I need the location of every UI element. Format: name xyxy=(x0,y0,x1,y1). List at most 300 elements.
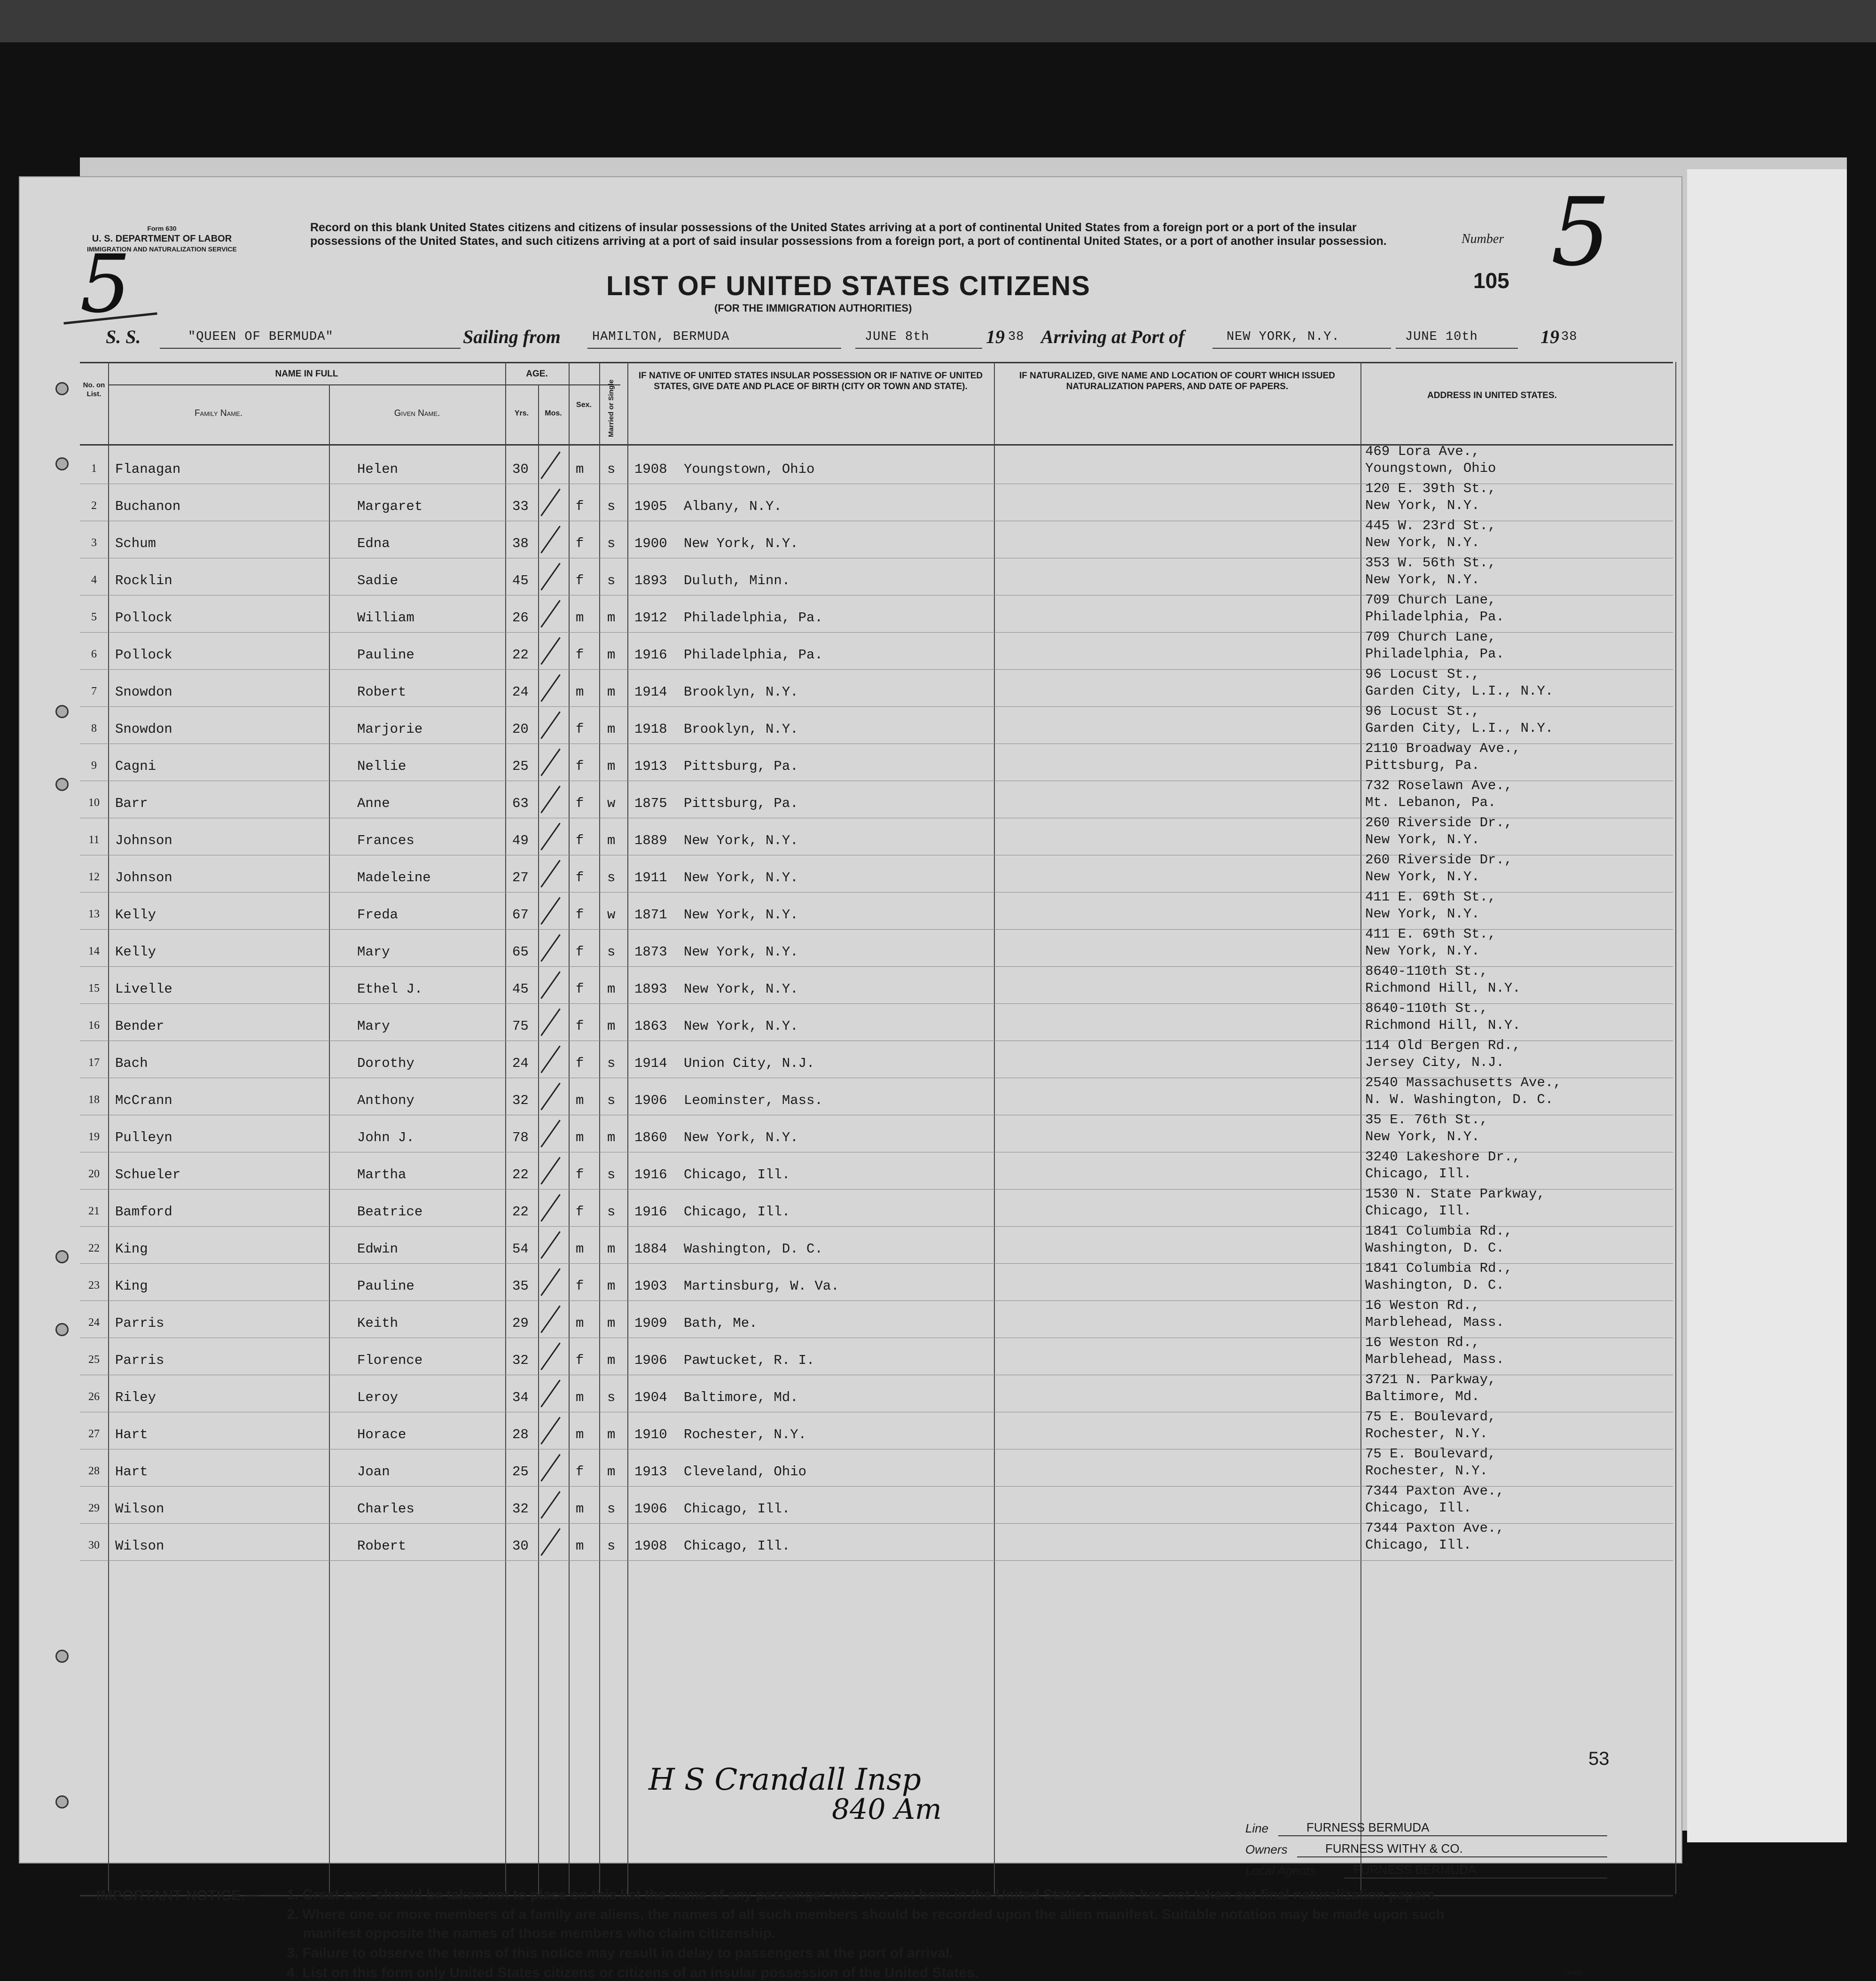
birth-year: 1906 xyxy=(634,1093,667,1108)
time-note: 840 Am xyxy=(832,1793,942,1826)
marital-status: m xyxy=(607,1353,616,1368)
family-name: Schum xyxy=(115,536,156,551)
age-years: 67 xyxy=(512,907,529,923)
sex: f xyxy=(576,1018,584,1034)
given-name: Robert xyxy=(357,1538,406,1554)
birth-place: Baltimore, Md. xyxy=(684,1390,798,1405)
birth-year: 1909 xyxy=(634,1315,667,1331)
sailing-from: HAMILTON, BERMUDA xyxy=(592,330,730,344)
form-number: Form 630 xyxy=(147,225,177,232)
age-years: 29 xyxy=(512,1315,529,1331)
sex: f xyxy=(576,907,584,923)
age-years: 54 xyxy=(512,1241,529,1257)
check-mark xyxy=(540,563,561,590)
marital-status: m xyxy=(607,981,616,997)
table-row xyxy=(80,629,1673,670)
age-years: 33 xyxy=(512,499,529,514)
age-years: 65 xyxy=(512,944,529,960)
table-row xyxy=(80,555,1673,595)
header-given: Given Name. xyxy=(394,408,440,418)
given-name: Horace xyxy=(357,1427,406,1442)
address-line-1: 732 Roselawn Ave., xyxy=(1365,778,1513,793)
family-name: Kelly xyxy=(115,944,156,960)
birth-year: 1913 xyxy=(634,759,667,774)
age-years: 25 xyxy=(512,1464,529,1480)
birth-place: Philadelphia, Pa. xyxy=(684,610,823,626)
passenger-number: 26 xyxy=(88,1391,100,1403)
address-line-2: New York, N.Y. xyxy=(1365,572,1480,587)
passenger-number: 22 xyxy=(88,1242,100,1254)
print-code: 14-606 xyxy=(1565,1969,1583,1976)
agents-underline xyxy=(1344,1878,1607,1879)
check-mark xyxy=(540,1045,561,1073)
birth-place: New York, N.Y. xyxy=(684,944,798,960)
marital-status: s xyxy=(607,1093,616,1108)
age-years: 78 xyxy=(512,1130,529,1145)
inspector-signature: H S Crandall Insp xyxy=(649,1762,921,1797)
sex: f xyxy=(576,981,584,997)
address-line-2: New York, N.Y. xyxy=(1365,535,1480,550)
passenger-number: 14 xyxy=(88,945,100,957)
header-name: NAME IN FULL xyxy=(275,369,338,379)
table-row xyxy=(80,1300,1673,1338)
passenger-number: 11 xyxy=(88,834,100,846)
passenger-number: 16 xyxy=(88,1019,100,1032)
given-name: Robert xyxy=(357,684,406,700)
check-mark xyxy=(540,674,561,702)
age-years: 24 xyxy=(512,1056,529,1071)
page-title: LIST OF UNITED STATES CITIZENS xyxy=(606,271,1091,301)
given-name: Pauline xyxy=(357,647,414,663)
address-line-2: New York, N.Y. xyxy=(1365,1129,1480,1144)
birth-place: Bath, Me. xyxy=(684,1315,758,1331)
address-line-2: New York, N.Y. xyxy=(1365,498,1480,513)
sex: m xyxy=(576,1241,584,1257)
from-underline xyxy=(587,348,841,349)
arriving-label: Arriving at Port of xyxy=(1041,326,1185,347)
birth-place: Brooklyn, N.Y. xyxy=(684,721,798,737)
sex: f xyxy=(576,944,584,960)
address-line-1: 75 E. Boulevard, xyxy=(1365,1446,1496,1462)
age-years: 45 xyxy=(512,981,529,997)
address-line-2: Richmond Hill, N.Y. xyxy=(1365,1018,1521,1033)
birth-place: New York, N.Y. xyxy=(684,870,798,885)
address-line-2: Jersey City, N.J. xyxy=(1365,1055,1504,1070)
arrival-port: NEW YORK, N.Y. xyxy=(1227,330,1340,344)
passenger-number: 1 xyxy=(91,462,97,475)
list-number: 105 xyxy=(1473,268,1509,293)
birth-place: New York, N.Y. xyxy=(684,833,798,848)
address-line-1: 709 Church Lane, xyxy=(1365,629,1496,645)
given-name: Margaret xyxy=(357,499,423,514)
check-mark xyxy=(540,711,561,739)
binder-hole xyxy=(55,1323,69,1336)
passenger-number: 8 xyxy=(91,722,97,735)
check-mark xyxy=(540,1342,561,1370)
age-years: 32 xyxy=(512,1501,529,1517)
check-mark xyxy=(540,934,561,962)
address-line-1: 1530 N. State Parkway, xyxy=(1365,1186,1545,1202)
table-row xyxy=(80,1112,1673,1152)
age-years: 30 xyxy=(512,462,529,477)
table-row xyxy=(80,852,1673,893)
given-name: Mary xyxy=(357,944,390,960)
family-name: Bach xyxy=(115,1056,148,1071)
given-name: Helen xyxy=(357,462,399,477)
marital-status: m xyxy=(607,1315,616,1331)
passenger-number: 21 xyxy=(88,1205,100,1217)
sex: m xyxy=(576,462,584,477)
depart-date: JUNE 8th xyxy=(865,330,930,344)
birth-year: 1913 xyxy=(634,1464,667,1480)
marital-status: s xyxy=(607,1167,616,1182)
family-name: Snowdon xyxy=(115,684,172,700)
marital-status: m xyxy=(607,1130,616,1145)
table-row xyxy=(80,446,1673,484)
table-row xyxy=(80,815,1673,855)
marital-status: s xyxy=(607,1056,616,1071)
birth-year: 1914 xyxy=(634,1056,667,1071)
birth-year: 1893 xyxy=(634,573,667,588)
birth-place: Martinsburg, W. Va. xyxy=(684,1278,839,1294)
sex: f xyxy=(576,1204,584,1220)
passenger-number: 2 xyxy=(91,500,97,512)
passenger-number: 23 xyxy=(88,1279,100,1292)
check-mark xyxy=(540,1082,561,1110)
marital-status: m xyxy=(607,1018,616,1034)
birth-year: 1912 xyxy=(634,610,667,626)
sex: f xyxy=(576,721,584,737)
sex: m xyxy=(576,1093,584,1108)
check-mark xyxy=(540,451,561,479)
given-name: Mary xyxy=(357,1018,390,1034)
check-mark xyxy=(540,1231,561,1259)
birth-place: Brooklyn, N.Y. xyxy=(684,684,798,700)
family-name: Bamford xyxy=(115,1204,172,1220)
paper-edge-right xyxy=(1687,169,1847,1842)
sex: f xyxy=(576,1464,584,1480)
birth-year: 1893 xyxy=(634,981,667,997)
given-name: Beatrice xyxy=(357,1204,423,1220)
birth-year: 1911 xyxy=(634,870,667,885)
sex: m xyxy=(576,1130,584,1145)
header-address: ADDRESS IN UNITED STATES. xyxy=(1427,391,1557,400)
age-years: 27 xyxy=(512,870,529,885)
marital-status: m xyxy=(607,610,616,626)
address-line-2: Chicago, Ill. xyxy=(1365,1500,1472,1516)
marital-status: m xyxy=(607,1241,616,1257)
table-row xyxy=(80,1409,1673,1449)
address-line-2: Richmond Hill, N.Y. xyxy=(1365,980,1521,996)
check-mark xyxy=(540,600,561,627)
sex: f xyxy=(576,573,584,588)
table-row xyxy=(80,1483,1673,1524)
age-years: 35 xyxy=(512,1278,529,1294)
address-line-2: New York, N.Y. xyxy=(1365,832,1480,847)
age-years: 32 xyxy=(512,1093,529,1108)
notice-3: 3. Failure to observe the terms of this notice may result in delay to passengers at the port of arrival. xyxy=(287,1945,954,1961)
address-line-2: Pittsburg, Pa. xyxy=(1365,758,1480,773)
address-line-1: 7344 Paxton Ave., xyxy=(1365,1520,1504,1536)
address-line-1: 411 E. 69th St., xyxy=(1365,889,1496,905)
binder-hole xyxy=(55,382,69,395)
address-line-1: 411 E. 69th St., xyxy=(1365,926,1496,942)
binder-hole xyxy=(55,705,69,718)
sex: f xyxy=(576,759,584,774)
sex: f xyxy=(576,833,584,848)
header-sex: Sex. xyxy=(576,401,592,409)
marital-status: s xyxy=(607,1501,616,1517)
address-line-2: Chicago, Ill. xyxy=(1365,1203,1472,1219)
address-line-2: Garden City, L.I., N.Y. xyxy=(1365,683,1554,699)
binder-hole xyxy=(55,778,69,791)
given-name: Frances xyxy=(357,833,414,848)
birth-year: 1875 xyxy=(634,796,667,811)
birth-place: Union City, N.J. xyxy=(684,1056,815,1071)
passenger-number: 10 xyxy=(88,797,100,809)
ship-underline xyxy=(160,348,461,349)
age-years: 49 xyxy=(512,833,529,848)
family-name: Hart xyxy=(115,1464,148,1480)
given-name: Anne xyxy=(357,796,390,811)
table-row xyxy=(80,778,1673,818)
family-name: Johnson xyxy=(115,870,172,885)
birth-year: 1906 xyxy=(634,1501,667,1517)
address-line-2: Chicago, Ill. xyxy=(1365,1537,1472,1553)
table-row xyxy=(80,1075,1673,1115)
given-name: Sadie xyxy=(357,573,399,588)
owners-underline xyxy=(1297,1856,1607,1857)
check-mark xyxy=(540,971,561,999)
birth-place: New York, N.Y. xyxy=(684,1130,798,1145)
address-line-1: 445 W. 23rd St., xyxy=(1365,518,1496,533)
age-years: 45 xyxy=(512,573,529,588)
passenger-number: 6 xyxy=(91,648,97,660)
given-name: Florence xyxy=(357,1353,423,1368)
binder-hole xyxy=(55,1795,69,1809)
age-years: 25 xyxy=(512,759,529,774)
sex: f xyxy=(576,1353,584,1368)
address-line-1: 75 E. Boulevard, xyxy=(1365,1409,1496,1425)
birth-year: 1910 xyxy=(634,1427,667,1442)
address-line-2: N. W. Washington, D. C. xyxy=(1365,1092,1554,1107)
family-name: Buchanon xyxy=(115,499,181,514)
ss-label: S. S. xyxy=(106,326,141,347)
passenger-number: 28 xyxy=(88,1465,100,1477)
birth-year: 1900 xyxy=(634,536,667,551)
birth-place: Duluth, Minn. xyxy=(684,573,790,588)
passenger-number: 29 xyxy=(88,1502,100,1514)
check-mark xyxy=(540,1194,561,1221)
sex: m xyxy=(576,684,584,700)
sex: m xyxy=(576,610,584,626)
birth-place: Cleveland, Ohio xyxy=(684,1464,807,1480)
address-line-1: 3240 Lakeshore Dr., xyxy=(1365,1149,1521,1165)
table-row xyxy=(80,481,1673,521)
passenger-number: 27 xyxy=(88,1428,100,1440)
birth-place: Philadelphia, Pa. xyxy=(684,647,823,663)
family-name: Pollock xyxy=(115,610,172,626)
birth-place: Rochester, N.Y. xyxy=(684,1427,807,1442)
marital-status: m xyxy=(607,647,616,663)
birth-place: Washington, D. C. xyxy=(684,1241,823,1257)
given-name: Freda xyxy=(357,907,399,923)
birth-year: 1903 xyxy=(634,1278,667,1294)
marital-status: m xyxy=(607,721,616,737)
passenger-number: 3 xyxy=(91,537,97,549)
table-row xyxy=(80,741,1673,781)
family-name: Johnson xyxy=(115,833,172,848)
family-name: King xyxy=(115,1241,148,1257)
passenger-number: 17 xyxy=(88,1057,100,1069)
birth-year: 1914 xyxy=(634,684,667,700)
age-years: 20 xyxy=(512,721,529,737)
passenger-number: 7 xyxy=(91,685,97,697)
age-rule xyxy=(505,384,599,385)
birth-place: Leominster, Mass. xyxy=(684,1093,823,1108)
marital-status: s xyxy=(607,573,616,588)
age-years: 32 xyxy=(512,1353,529,1368)
family-name: Rocklin xyxy=(115,573,172,588)
age-years: 22 xyxy=(512,1167,529,1182)
check-mark xyxy=(540,1120,561,1147)
family-name: Snowdon xyxy=(115,721,172,737)
address-line-1: 96 Locust St., xyxy=(1365,666,1480,682)
owners-label: Owners xyxy=(1245,1842,1288,1856)
table-row xyxy=(80,518,1673,558)
address-line-1: 120 E. 39th St., xyxy=(1365,481,1496,496)
address-line-2: New York, N.Y. xyxy=(1365,869,1480,885)
passenger-number: 15 xyxy=(88,982,100,994)
sailing-from-label: Sailing from xyxy=(463,326,561,347)
binder-hole xyxy=(55,1250,69,1263)
table-row xyxy=(80,1003,1673,1041)
family-name: McCrann xyxy=(115,1093,172,1108)
page-number: 53 xyxy=(1588,1748,1610,1769)
agents-value: FURNESS BERMUDA xyxy=(1353,1863,1477,1877)
passenger-number: 5 xyxy=(91,611,97,623)
address-line-1: 1841 Columbia Rd., xyxy=(1365,1261,1513,1276)
marital-status: w xyxy=(607,796,616,811)
col-rule xyxy=(1675,362,1676,1894)
family-name: Pollock xyxy=(115,647,172,663)
agents-label: Local Agents xyxy=(1245,1864,1316,1878)
arrive-year-prefix: 19 xyxy=(1540,326,1559,347)
year-prefix: 19 xyxy=(986,326,1005,347)
birth-year: 1873 xyxy=(634,944,667,960)
birth-place: Chicago, Ill. xyxy=(684,1538,790,1554)
table-row xyxy=(80,1223,1673,1264)
check-mark xyxy=(540,1491,561,1519)
birth-year: 1908 xyxy=(634,462,667,477)
birth-year: 1863 xyxy=(634,1018,667,1034)
birth-place: Albany, N.Y. xyxy=(684,499,782,514)
given-name: William xyxy=(357,610,414,626)
birth-place: New York, N.Y. xyxy=(684,1018,798,1034)
birth-place: New York, N.Y. xyxy=(684,907,798,923)
table-row xyxy=(80,926,1673,967)
address-line-1: 2110 Broadway Ave., xyxy=(1365,741,1521,756)
family-name: Hart xyxy=(115,1427,148,1442)
family-name: King xyxy=(115,1278,148,1294)
header-no: No. on List. xyxy=(83,381,105,398)
family-name: Livelle xyxy=(115,981,172,997)
birth-year: 1904 xyxy=(634,1390,667,1405)
address-line-1: 114 Old Bergen Rd., xyxy=(1365,1038,1521,1053)
table-row xyxy=(80,1038,1673,1078)
address-line-1: 35 E. 76th St., xyxy=(1365,1112,1488,1128)
address-line-1: 469 Lora Ave., xyxy=(1365,444,1480,459)
table-row xyxy=(80,706,1673,744)
given-name: Marjorie xyxy=(357,721,423,737)
depart-year: 38 xyxy=(1008,330,1024,344)
table-row xyxy=(80,1149,1673,1190)
family-name: Parris xyxy=(115,1353,164,1368)
arrive-underline xyxy=(1396,348,1518,349)
header-birth: IF NATIVE OF UNITED STATES INSULAR POSSESSION OR IF NATIVE OF UNITED STATES, GIVE DATE AND PLACE OF BIRTH (CITY OR TOWN AND STATE). xyxy=(638,371,983,392)
birth-year: 1905 xyxy=(634,499,667,514)
marital-status: m xyxy=(607,759,616,774)
birth-place: Chicago, Ill. xyxy=(684,1501,790,1517)
marital-status: m xyxy=(607,684,616,700)
birth-place: New York, N.Y. xyxy=(684,981,798,997)
check-mark xyxy=(540,488,561,516)
department: U. S. DEPARTMENT OF LABOR xyxy=(92,234,232,244)
given-name: Pauline xyxy=(357,1278,414,1294)
given-name: Keith xyxy=(357,1315,399,1331)
birth-year: 1916 xyxy=(634,1204,667,1220)
table-row xyxy=(80,1335,1673,1375)
passenger-number: 25 xyxy=(88,1354,100,1366)
address-line-1: 3721 N. Parkway, xyxy=(1365,1372,1496,1387)
marital-status: s xyxy=(607,462,616,477)
given-name: Edwin xyxy=(357,1241,399,1257)
marital-status: s xyxy=(607,870,616,885)
marital-status: s xyxy=(607,1538,616,1554)
table-top-rule xyxy=(80,362,1673,363)
table-row xyxy=(80,1372,1673,1412)
notice-2: 2. Where one or more members of a family are aliens, the names of all such members should be recorded upon the alien manifest. Suitable notation may be made upon such xyxy=(287,1907,1445,1922)
table-row xyxy=(80,666,1673,707)
address-line-2: Baltimore, Md. xyxy=(1365,1389,1480,1404)
birth-place: Chicago, Ill. xyxy=(684,1167,790,1182)
address-line-2: Mt. Lebanon, Pa. xyxy=(1365,795,1496,810)
address-line-1: 8640-110th St., xyxy=(1365,963,1488,979)
given-name: Edna xyxy=(357,536,390,551)
handwritten-number: 5 xyxy=(1551,178,1611,287)
address-line-2: Washington, D. C. xyxy=(1365,1277,1504,1293)
arrive-year: 38 xyxy=(1561,330,1578,344)
sex: f xyxy=(576,1056,584,1071)
passenger-number: 24 xyxy=(88,1316,100,1329)
age-years: 75 xyxy=(512,1018,529,1034)
address-line-2: Philadelphia, Pa. xyxy=(1365,646,1504,662)
check-mark xyxy=(540,785,561,813)
handwritten-five-left: 5 xyxy=(80,238,131,331)
passenger-number: 18 xyxy=(88,1094,100,1106)
port-underline xyxy=(1212,348,1391,349)
notice-1: 1. Great care should be taken not to place on this list the name of any passenger who was not born in the United States or who has not taken out final naturalization papers. xyxy=(287,1887,1439,1903)
check-mark xyxy=(540,748,561,776)
table-row xyxy=(80,592,1673,633)
birth-year: 1916 xyxy=(634,647,667,663)
marital-status: s xyxy=(607,1204,616,1220)
age-years: 22 xyxy=(512,647,529,663)
sex: f xyxy=(576,499,584,514)
given-name: Anthony xyxy=(357,1093,414,1108)
sex: f xyxy=(576,1167,584,1182)
check-mark xyxy=(540,897,561,924)
